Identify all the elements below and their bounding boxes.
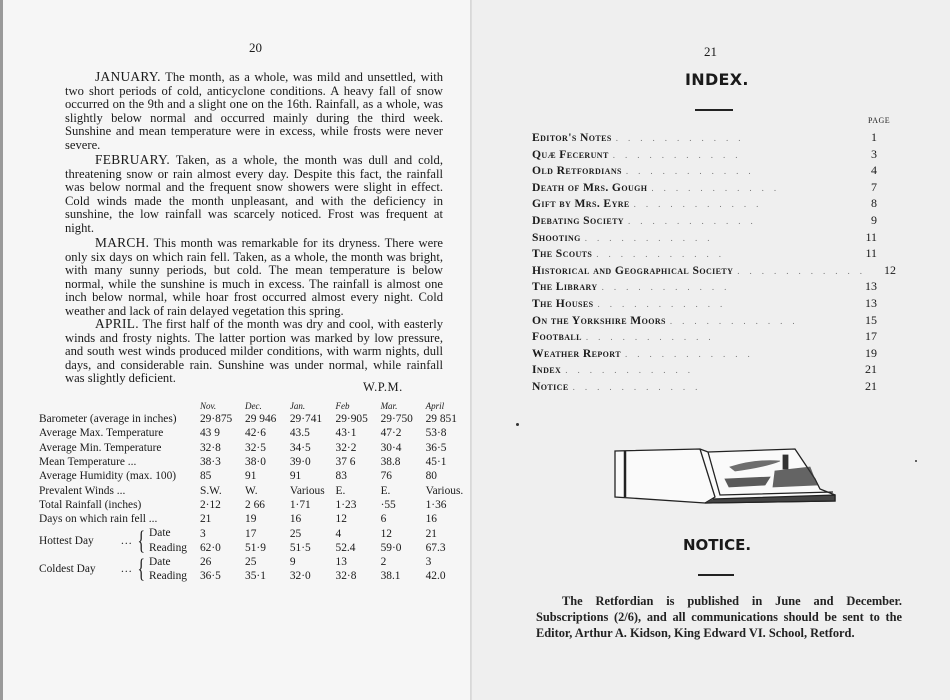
table-cell: 42·6 bbox=[245, 427, 266, 440]
table-cell: ·55 bbox=[380, 498, 396, 511]
row-label: Barometer (average in inches) bbox=[39, 413, 177, 426]
table-cell: 42.0 bbox=[425, 570, 446, 583]
ink-speck bbox=[516, 423, 519, 426]
table-cell: 47·2 bbox=[380, 427, 402, 440]
table-cell: 32·2 bbox=[335, 441, 357, 454]
weather-paragraph-january bbox=[65, 70, 443, 153]
index-entry bbox=[532, 346, 877, 363]
table-cell: 38·0 bbox=[245, 456, 266, 469]
table-cell: 38·3 bbox=[199, 456, 221, 469]
index-entry bbox=[532, 279, 877, 296]
page-number: 20 bbox=[249, 40, 262, 55]
table-cell: 30·4 bbox=[380, 441, 402, 454]
group-row-label bbox=[39, 526, 200, 555]
dot-leader: ... bbox=[121, 534, 133, 547]
table-cell: 76 bbox=[380, 470, 392, 483]
index-entry bbox=[532, 130, 877, 147]
table-row bbox=[39, 512, 472, 526]
index-entry-page: 21 bbox=[865, 362, 877, 377]
column-header: Jan. bbox=[289, 401, 306, 411]
table-cell: 38.1 bbox=[380, 570, 401, 583]
weather-table bbox=[39, 400, 472, 584]
table-cell: 2 bbox=[380, 556, 387, 569]
index-entry-page: 7 bbox=[871, 179, 877, 194]
table-cell: 25 bbox=[245, 556, 257, 569]
index-entry-page: 11 bbox=[865, 229, 877, 244]
table-cell: 32·0 bbox=[289, 570, 311, 583]
table-cell: 29 946 bbox=[245, 413, 277, 426]
table-cell: 91 bbox=[245, 470, 257, 483]
table-cell: 43·1 bbox=[335, 427, 357, 440]
table-cell: 2 66 bbox=[245, 498, 265, 511]
index-entry-title: Football bbox=[532, 330, 582, 344]
weather-paragraph-march bbox=[65, 236, 443, 319]
index-entry-page: 21 bbox=[865, 378, 877, 393]
index-title: INDEX. bbox=[685, 70, 749, 89]
table-cell: 9 bbox=[289, 556, 296, 569]
table-cell: 32·5 bbox=[245, 441, 266, 454]
table-cell: 51·9 bbox=[245, 541, 266, 554]
group-label: Hottest Day bbox=[39, 534, 94, 547]
index-entry-title: Weather Report bbox=[532, 346, 621, 360]
table-cell: S.W. bbox=[199, 484, 222, 497]
page-column-header: PAGE bbox=[868, 116, 891, 125]
table-cell: 21 bbox=[425, 527, 437, 540]
table-cell: 52.4 bbox=[335, 541, 356, 554]
column-header: Mar. bbox=[380, 401, 398, 411]
table-cell: 83 bbox=[335, 470, 347, 483]
weather-paragraph-april bbox=[65, 317, 443, 386]
row-label: Average Min. Temperature bbox=[39, 441, 162, 454]
dot-leader: ........... bbox=[625, 166, 761, 177]
title-rule bbox=[695, 109, 733, 111]
sub-label: Reading bbox=[149, 570, 187, 583]
month-heading: FEBRUARY. bbox=[95, 152, 171, 167]
row-label: Prevalent Winds ... bbox=[39, 484, 126, 497]
table-cell: 2·12 bbox=[199, 498, 221, 511]
table-cell: 29·905 bbox=[335, 413, 368, 426]
index-entry-page: 13 bbox=[865, 295, 877, 310]
table-cell: 85 bbox=[199, 470, 212, 483]
column-header: April bbox=[425, 401, 445, 411]
index-entry bbox=[532, 180, 877, 197]
table-cell: 39·0 bbox=[289, 456, 311, 469]
index-entry-title: The Houses bbox=[532, 296, 594, 310]
notice-text bbox=[536, 593, 902, 641]
table-cell: 25 bbox=[289, 527, 302, 540]
table-cell: 12 bbox=[380, 527, 392, 540]
paragraph-text: This month was remarkable for its dryness. There were only six days on which rain fell. Taken, as a whole, the month was bright, with many sunny periods, but cold. The mean temperature is below normal, while the sunshine is much in excess. The rainfall is almost one inch below normal, while hoar frost occurred almost every night. Cold weather and lack of rain delayed vegetation this spring. bbox=[65, 236, 444, 318]
table-cell: 29·875 bbox=[199, 413, 233, 426]
month-heading: JANUARY. bbox=[95, 69, 161, 84]
table-cell: 21 bbox=[199, 513, 212, 526]
table-cell: 17 bbox=[245, 527, 257, 540]
table-cell: W. bbox=[245, 484, 258, 497]
sub-label: Date bbox=[149, 555, 171, 568]
brace-icon: { bbox=[137, 554, 145, 584]
table-cell: 32·8 bbox=[335, 570, 357, 583]
month-heading: APRIL. bbox=[95, 316, 139, 331]
index-entry-title: Notice bbox=[532, 379, 569, 393]
dot-leader: ........... bbox=[572, 381, 708, 392]
table-cell: E. bbox=[380, 484, 391, 497]
page-number: 21 bbox=[704, 44, 717, 59]
paragraph-text: Taken, as a whole, the month was dull and cold, threatening snow or rain almost every day. Despite this fact, the rainfall was below normal and the frequent snow showers were slight in effect. Cold winds made the month unpleasant, and with the deficiency in sunshine, the low rainfall was scarcely noticed. Frost was frequent at night. bbox=[65, 153, 444, 235]
dot-leader: ........... bbox=[612, 149, 748, 160]
table-cell: 67.3 bbox=[425, 541, 446, 554]
index-entry bbox=[532, 163, 877, 180]
group-label: Coldest Day bbox=[39, 563, 96, 576]
notice-rule bbox=[698, 574, 734, 576]
index-entry-title: The Library bbox=[532, 280, 598, 294]
index-entry-page: 3 bbox=[871, 146, 877, 161]
table-cell: 62·0 bbox=[199, 541, 221, 554]
table-cell: 12 bbox=[335, 513, 347, 526]
table-cell: 36·5 bbox=[425, 441, 447, 454]
index-entry bbox=[532, 296, 877, 313]
dot-leader: ... bbox=[121, 563, 133, 576]
row-label: Mean Temperature ... bbox=[39, 456, 137, 469]
dot-leader: ........... bbox=[615, 133, 751, 143]
sub-label: Date bbox=[149, 527, 171, 540]
table-cell: 1·23 bbox=[335, 498, 357, 511]
dot-leader: ........... bbox=[633, 199, 769, 210]
table-cell: 59·0 bbox=[380, 541, 402, 554]
dot-leader: ........... bbox=[737, 265, 873, 276]
table-row bbox=[39, 455, 472, 469]
table-cell: 19 bbox=[245, 513, 257, 526]
dot-leader: ........... bbox=[585, 332, 721, 343]
index-entry-title: Shooting bbox=[532, 230, 581, 244]
table-cell: 43.5 bbox=[289, 427, 310, 440]
brace-icon: { bbox=[137, 525, 145, 555]
table-cell: 1·71 bbox=[289, 498, 311, 511]
table-row bbox=[39, 498, 472, 512]
table-cell: 37 6 bbox=[335, 456, 356, 469]
dot-leader: ........... bbox=[565, 365, 700, 376]
index-entry-page: 19 bbox=[865, 345, 877, 360]
index-entry-title: Old Retfordians bbox=[532, 164, 622, 178]
index-entry bbox=[532, 147, 877, 164]
table-row bbox=[39, 526, 472, 540]
index-entry-page: 9 bbox=[871, 212, 877, 227]
month-heading: MARCH. bbox=[95, 235, 150, 250]
row-label: Average Max. Temperature bbox=[39, 427, 164, 440]
index-entry-page: 17 bbox=[865, 329, 877, 344]
index-entry-page: 4 bbox=[871, 163, 877, 178]
index-entry-page: 12 bbox=[884, 262, 897, 277]
index-entry bbox=[532, 196, 877, 213]
table-cell: 43 9 bbox=[199, 427, 220, 440]
table-cell: 4 bbox=[335, 527, 342, 540]
dot-leader: ........... bbox=[651, 182, 787, 193]
column-header: Feb bbox=[335, 401, 350, 411]
notice-title: NOTICE. bbox=[683, 536, 752, 554]
dot-leader: ........... bbox=[669, 315, 805, 326]
dot-leader: ........... bbox=[601, 282, 737, 293]
left-page bbox=[0, 0, 472, 700]
author-signature: W.P.M. bbox=[363, 380, 403, 394]
table-row bbox=[39, 441, 472, 455]
table-cell: 80 bbox=[425, 470, 437, 483]
table-row bbox=[39, 483, 472, 497]
dot-leader: ........... bbox=[596, 249, 731, 260]
dot-leader: ........... bbox=[584, 232, 720, 243]
table-row bbox=[39, 412, 472, 426]
table-cell: 6 bbox=[380, 513, 387, 526]
table-cell: 36·5 bbox=[199, 570, 221, 583]
index-entry bbox=[532, 246, 877, 263]
index-entry bbox=[532, 329, 877, 346]
index-entry-page: 11 bbox=[865, 246, 877, 261]
column-header: Dec. bbox=[245, 401, 262, 411]
dot-leader: ........... bbox=[628, 215, 763, 226]
table-cell: 45·1 bbox=[425, 456, 447, 469]
table-cell: 51·5 bbox=[289, 541, 311, 554]
ink-speck bbox=[915, 460, 917, 462]
row-label: Days on which rain fell ... bbox=[39, 513, 158, 526]
index-entry bbox=[532, 230, 877, 247]
table-cell: Various bbox=[289, 484, 325, 497]
index-entry-title: Quæ Fecerunt bbox=[532, 147, 609, 161]
table-cell: 26 bbox=[199, 556, 212, 569]
table-row bbox=[39, 555, 472, 569]
table-cell: 91 bbox=[289, 470, 302, 483]
index-entry bbox=[532, 213, 877, 230]
index-entry-title: The Scouts bbox=[532, 247, 593, 261]
row-label: Average Humidity (max. 100) bbox=[39, 470, 177, 483]
sub-label: Reading bbox=[149, 541, 187, 554]
index-entry-title: Debating Society bbox=[532, 213, 624, 227]
table-cell: 32·8 bbox=[199, 441, 221, 454]
table-row bbox=[39, 469, 472, 483]
table-cell: 13 bbox=[335, 556, 347, 569]
group-row-label bbox=[39, 555, 200, 584]
paragraph-text: The first half of the month was dry and cool, with easterly winds and frosty nights. The latter portion was marked by low pressure, and south west winds produced milder conditions, with warm nights, dull days, and considerable rain. Sunshine was under normal, while rainfall was slightly deficient. bbox=[65, 317, 444, 386]
index-entry-page: 13 bbox=[865, 279, 877, 294]
index-entry-page: 15 bbox=[865, 312, 877, 327]
table-cell: 29 851 bbox=[425, 413, 457, 426]
table-row bbox=[39, 426, 472, 440]
table-cell: 16 bbox=[289, 513, 302, 526]
column-header: Nov. bbox=[199, 401, 217, 411]
notice-body: The Retfordian is published in June and December. Subscriptions (2/6), and all communications should be sent to the Editor, Arthur A. Kidson, King Edward VI. School, Retford. bbox=[536, 594, 902, 640]
table-cell: 3 bbox=[199, 527, 206, 540]
paragraph-text: The month, as a whole, was mild and unsettled, with two short periods of cold, anticyclone conditions. A heavy fall of snow occurred on the 9th and a slight one on the 16th. Rainfall, as a whole, was slightly below normal and occurred mainly during the third week. Sunshine and mean temperature were in excess, while frosts were never severe. bbox=[65, 70, 444, 152]
table-cell: 29·750 bbox=[380, 413, 413, 426]
table-cell: E. bbox=[335, 484, 346, 497]
dot-leader: ........... bbox=[597, 298, 733, 309]
index-entry bbox=[532, 379, 877, 396]
table-cell: 3 bbox=[425, 556, 432, 569]
index-entry-title: Editor's Notes bbox=[532, 131, 612, 144]
open-book-with-ship-icon bbox=[605, 437, 850, 517]
dot-leader: ........... bbox=[624, 348, 760, 359]
weather-paragraph-february bbox=[65, 153, 443, 236]
table-cell: 35·1 bbox=[245, 570, 266, 583]
index-entry-title: On the Yorkshire Moors bbox=[532, 313, 666, 327]
index-entry-page: 8 bbox=[871, 196, 877, 211]
index-entry bbox=[532, 313, 877, 330]
index-entry-page: 1 bbox=[871, 130, 877, 144]
index-entry-title: Gift by Mrs. Eyre bbox=[532, 197, 630, 211]
index-list bbox=[532, 130, 897, 396]
table-header-row bbox=[39, 400, 472, 412]
index-entry bbox=[532, 262, 897, 280]
index-entry-title: Death of Mrs. Gough bbox=[532, 180, 648, 194]
table-cell: 1·36 bbox=[425, 498, 447, 511]
row-label: Total Rainfall (inches) bbox=[39, 498, 142, 511]
table-cell: Various. bbox=[425, 484, 464, 497]
index-entry bbox=[532, 362, 877, 379]
table-cell: 53·8 bbox=[425, 427, 447, 440]
index-entry-title: Index bbox=[532, 363, 562, 377]
index-entry-title: Historical and Geographical Society bbox=[532, 263, 734, 277]
table-cell: 38.8 bbox=[380, 456, 401, 469]
table-cell: 29·741 bbox=[289, 413, 323, 426]
table-cell: 34·5 bbox=[289, 441, 311, 454]
table-cell: 16 bbox=[425, 513, 437, 526]
